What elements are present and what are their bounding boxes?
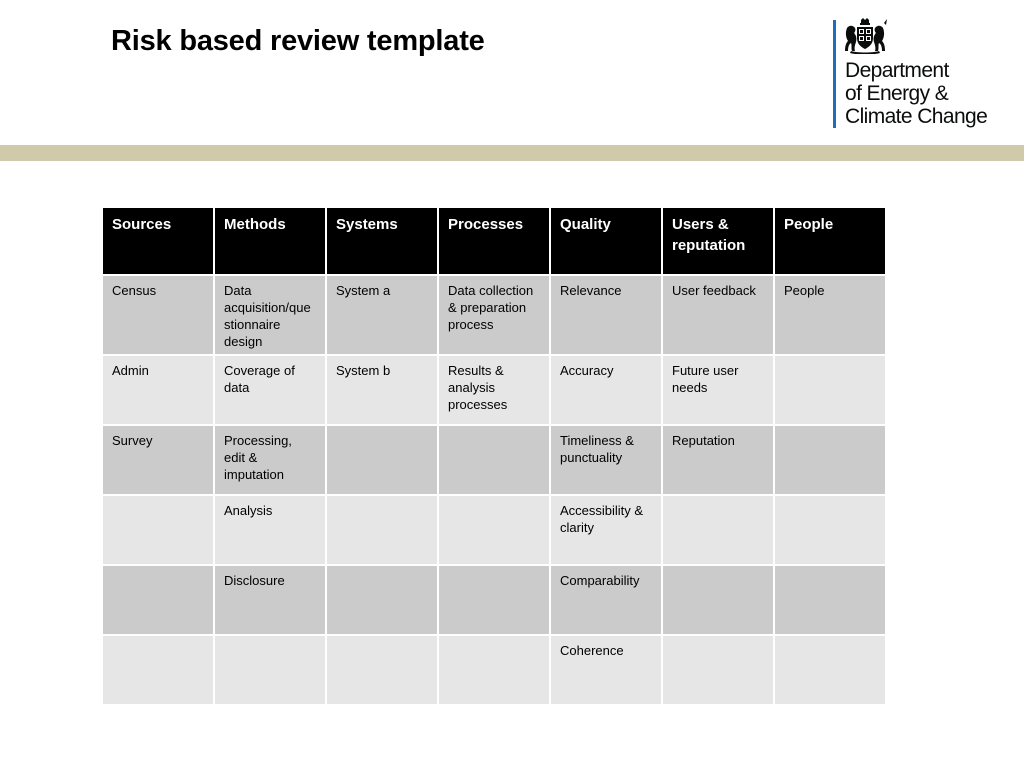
table-cell: Data collection & preparation process bbox=[438, 275, 550, 355]
risk-review-table bbox=[101, 206, 887, 706]
royal-crest-icon bbox=[843, 18, 887, 54]
department-logo bbox=[833, 18, 1018, 133]
table-cell bbox=[438, 425, 550, 495]
page-title: Risk based review template bbox=[111, 25, 485, 57]
table-cell bbox=[774, 355, 886, 425]
column-header-processes: Processes bbox=[438, 207, 550, 275]
table-cell: People bbox=[774, 275, 886, 355]
table-row bbox=[102, 495, 886, 565]
table-cell: Future user needs bbox=[662, 355, 774, 425]
table-cell bbox=[662, 495, 774, 565]
table-cell bbox=[774, 635, 886, 705]
table-cell: Admin bbox=[102, 355, 214, 425]
table-cell bbox=[102, 495, 214, 565]
header-stripe bbox=[0, 145, 1024, 161]
table-cell: Coherence bbox=[550, 635, 662, 705]
table-cell: System b bbox=[326, 355, 438, 425]
table-cell bbox=[326, 425, 438, 495]
department-name-line-2: of Energy & bbox=[845, 82, 949, 105]
table-cell: Coverage of data bbox=[214, 355, 326, 425]
column-header-systems: Systems bbox=[326, 207, 438, 275]
table-cell bbox=[326, 635, 438, 705]
table-row bbox=[102, 275, 886, 355]
table-cell: Survey bbox=[102, 425, 214, 495]
table-cell: Analysis bbox=[214, 495, 326, 565]
table-cell bbox=[774, 425, 886, 495]
table-cell bbox=[774, 495, 886, 565]
table-cell bbox=[326, 565, 438, 635]
table-cell: Relevance bbox=[550, 275, 662, 355]
logo-divider bbox=[833, 20, 836, 128]
table-cell bbox=[662, 635, 774, 705]
table-row bbox=[102, 635, 886, 705]
table-cell: Disclosure bbox=[214, 565, 326, 635]
table-cell: Reputation bbox=[662, 425, 774, 495]
table-cell bbox=[214, 635, 326, 705]
department-name bbox=[845, 59, 987, 128]
table-cell: Processing, edit & imputation bbox=[214, 425, 326, 495]
table-cell bbox=[438, 495, 550, 565]
table-cell: User feedback bbox=[662, 275, 774, 355]
table-header-row bbox=[102, 207, 886, 275]
column-header-methods: Methods bbox=[214, 207, 326, 275]
column-header-sources: Sources bbox=[102, 207, 214, 275]
column-header-people: People bbox=[774, 207, 886, 275]
table-cell bbox=[774, 565, 886, 635]
table-cell bbox=[438, 635, 550, 705]
table-cell bbox=[662, 565, 774, 635]
table-row bbox=[102, 355, 886, 425]
table-cell: Data acquisition/questionnaire design bbox=[214, 275, 326, 355]
table-row bbox=[102, 565, 886, 635]
department-name-line-3: Climate Change bbox=[845, 105, 988, 128]
column-header-quality: Quality bbox=[550, 207, 662, 275]
table-cell bbox=[326, 495, 438, 565]
table-cell: Accessibility & clarity bbox=[550, 495, 662, 565]
table-cell bbox=[102, 635, 214, 705]
department-name-line-1: Department bbox=[845, 59, 949, 82]
column-header-users-reputation: Users & reputation bbox=[662, 207, 774, 275]
table-cell: Timeliness & punctuality bbox=[550, 425, 662, 495]
table-cell: System a bbox=[326, 275, 438, 355]
table-row bbox=[102, 425, 886, 495]
table-cell bbox=[438, 565, 550, 635]
table-cell: Accuracy bbox=[550, 355, 662, 425]
table-cell bbox=[102, 565, 214, 635]
table-cell: Results & analysis processes bbox=[438, 355, 550, 425]
table-cell: Comparability bbox=[550, 565, 662, 635]
table-cell: Census bbox=[102, 275, 214, 355]
